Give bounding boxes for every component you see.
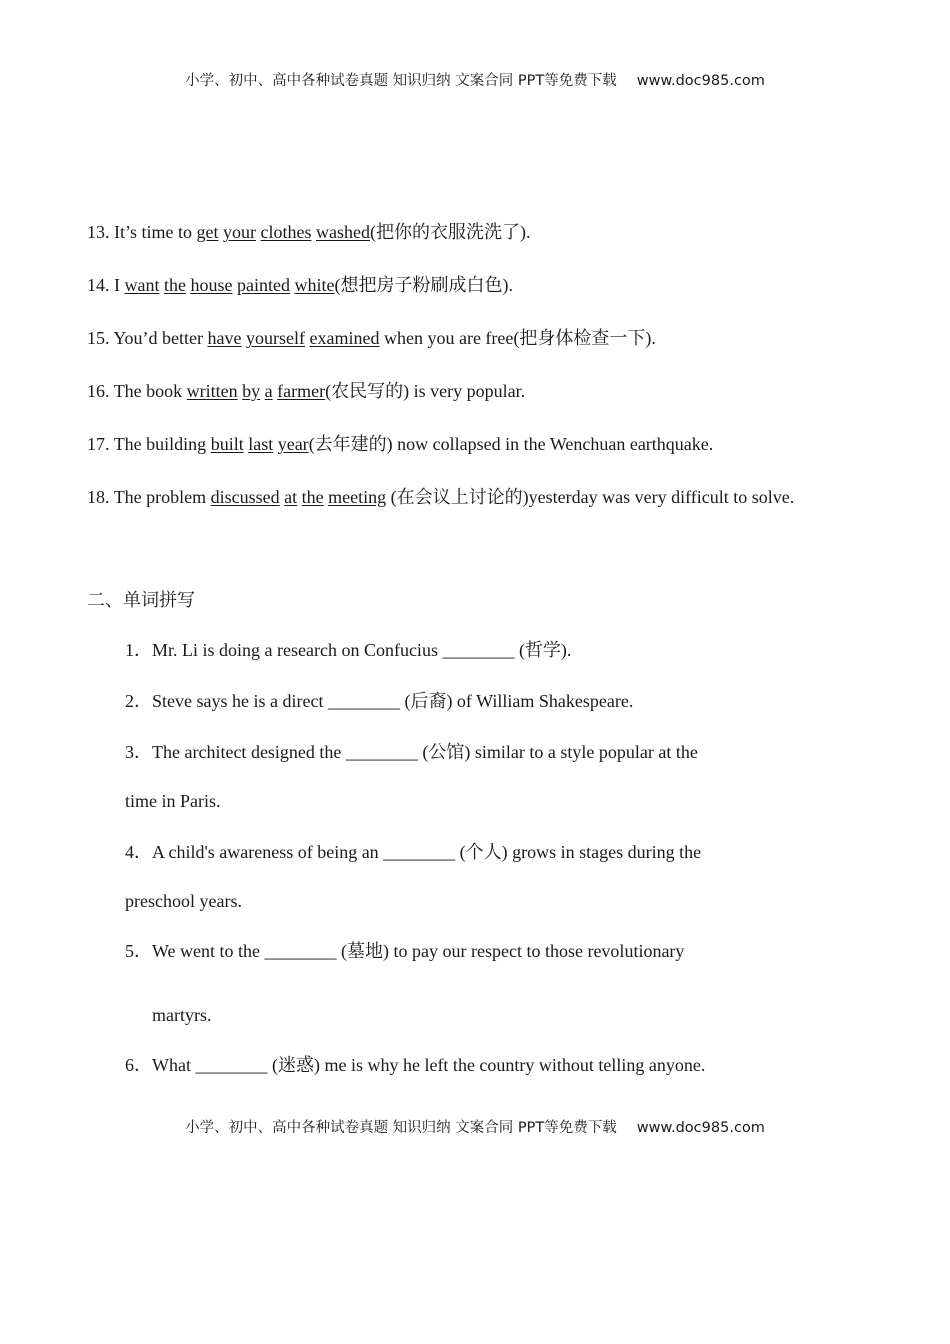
- underlined-word: last: [248, 434, 274, 454]
- sentence-text: You’d better: [113, 328, 208, 348]
- sentence-text: (农民写的) is very popular.: [325, 381, 526, 401]
- sentence-text: It’s time to: [114, 222, 197, 242]
- sentence-number: 16.: [87, 381, 114, 401]
- underlined-word: farmer: [277, 381, 326, 401]
- footer-banner-site[interactable]: www.doc985.com: [636, 1120, 765, 1136]
- sentence-text: (想把房子粉刷成白色).: [334, 275, 513, 295]
- underlined-word: your: [223, 222, 256, 242]
- sentence-number: 15.: [87, 328, 114, 348]
- spelling-line-5-cont: martyrs.: [152, 1005, 212, 1025]
- spelling-line-1: 1．Mr. Li is doing a research on Confucius ________ (哲学).: [125, 640, 572, 660]
- sentence-number: 18.: [87, 487, 114, 507]
- underlined-word: get: [196, 222, 219, 242]
- underlined-word: clothes: [260, 222, 312, 242]
- sentence-15: [87, 327, 656, 349]
- sentence-18: [87, 486, 794, 508]
- underlined-word: meeting: [328, 487, 387, 507]
- underlined-word: painted: [237, 275, 290, 295]
- sentence-text: (去年建的) now collapsed in the Wenchuan earthquake.: [308, 434, 714, 454]
- header-banner-text: 小学、初中、高中各种试卷真题 知识归纳 文案合同 PPT等免费下载: [185, 73, 617, 89]
- spelling-line-4: 4．A child's awareness of being an ________ (个人) grows in stages during the: [125, 842, 702, 862]
- sentence-number: 14.: [87, 275, 114, 295]
- spelling-line-3: 3．The architect designed the ________ (公馆) similar to a style popular at the: [125, 742, 698, 762]
- sentence-text: when you are free(把身体检查一下).: [379, 328, 656, 348]
- sentence-14: [87, 274, 513, 296]
- footer-banner: [0, 1116, 950, 1137]
- spelling-line-2: 2．Steve says he is a direct ________ (后裔) of William Shakespeare.: [125, 691, 634, 711]
- section-title-spelling: 二、单词拼写: [87, 590, 195, 610]
- underlined-word: a: [264, 381, 273, 401]
- header-banner-site[interactable]: www.doc985.com: [636, 73, 765, 89]
- sentence-text: The problem: [113, 487, 211, 507]
- underlined-word: by: [242, 381, 261, 401]
- sentence-text: (把你的衣服洗洗了).: [369, 222, 531, 242]
- spelling-line-6: 6．What ________ (迷惑) me is why he left the country without telling anyone.: [125, 1055, 706, 1075]
- footer-banner-text: 小学、初中、高中各种试卷真题 知识归纳 文案合同 PPT等免费下载: [185, 1120, 617, 1136]
- spelling-line-5: 5．We went to the ________ (墓地) to pay our respect to those revolutionary: [125, 941, 685, 961]
- spelling-line-4-cont: preschool years.: [125, 891, 242, 911]
- underlined-word: want: [124, 275, 160, 295]
- underlined-word: written: [186, 381, 238, 401]
- underlined-word: year: [277, 434, 309, 454]
- underlined-word: white: [294, 275, 335, 295]
- underlined-word: the: [164, 275, 186, 295]
- underlined-word: examined: [309, 328, 380, 348]
- sentence-number: 13.: [87, 222, 114, 242]
- underlined-word: discussed: [210, 487, 280, 507]
- underlined-word: built: [210, 434, 244, 454]
- underlined-word: house: [190, 275, 233, 295]
- underlined-word: at: [284, 487, 298, 507]
- sentence-number: 17.: [87, 434, 114, 454]
- spelling-line-3-cont: time in Paris.: [125, 791, 221, 811]
- sentence-text: The building: [113, 434, 211, 454]
- sentence-13: [87, 221, 530, 243]
- underlined-word: washed: [316, 222, 370, 242]
- underlined-word: the: [301, 487, 324, 507]
- underlined-word: yourself: [246, 328, 305, 348]
- header-banner: [0, 69, 950, 90]
- sentence-text: The book: [113, 381, 187, 401]
- underlined-word: have: [207, 328, 242, 348]
- sentence-17: [87, 433, 713, 455]
- sentence-text: (在会议上讨论的)yesterday was very difficult to solve.: [386, 487, 795, 507]
- sentence-text: I: [114, 275, 125, 295]
- sentence-16: [87, 380, 525, 402]
